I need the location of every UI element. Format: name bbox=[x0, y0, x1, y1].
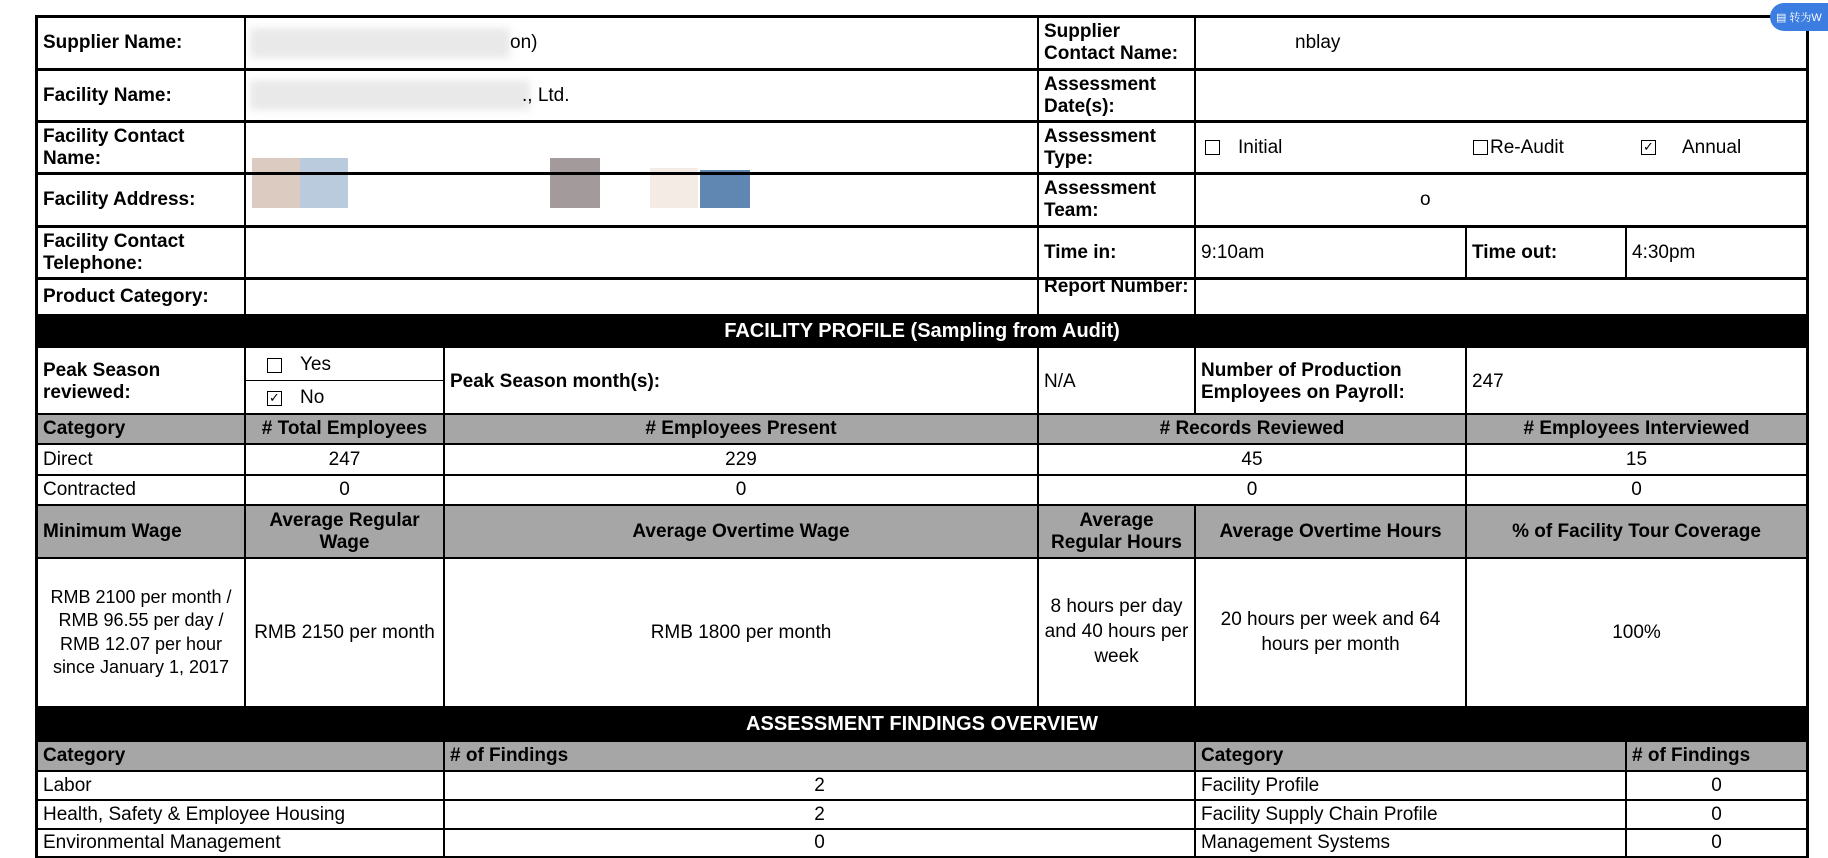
time-in-label: Time in: bbox=[1044, 241, 1117, 263]
findings-row-facility-profile-count: 0 bbox=[1711, 774, 1722, 796]
value-minimum-wage: RMB 2100 per month / RMB 96.55 per day / RMB 12.07 per hour since January 1, 2017 bbox=[50, 586, 232, 677]
facility-profile-title: FACILITY PROFILE (Sampling from Audit) bbox=[36, 314, 1808, 348]
peak-no-option[interactable] bbox=[262, 383, 442, 413]
grid-line bbox=[246, 380, 443, 381]
findings-row-labor: Labor bbox=[43, 774, 92, 796]
findings-header-category-right: Category bbox=[1201, 745, 1284, 767]
findings-row-management-systems: Management Systems bbox=[1201, 832, 1391, 854]
annual-checkbox[interactable]: ✓ bbox=[1641, 140, 1656, 155]
findings-header-category-left: Category bbox=[43, 745, 126, 767]
num-production-value: 247 bbox=[1472, 370, 1504, 392]
annual-label: Annual bbox=[1682, 136, 1742, 158]
header-avg-regular-hours: Average Regular Hours bbox=[1051, 509, 1182, 553]
header-minimum-wage: Minimum Wage bbox=[43, 520, 182, 542]
findings-header-count-left: # of Findings bbox=[450, 745, 569, 767]
findings-row-facility-profile: Facility Profile bbox=[1201, 774, 1320, 796]
row-direct-present: 229 bbox=[725, 448, 757, 470]
supplier-contact-label: Supplier Contact Name: bbox=[1044, 21, 1179, 64]
findings-row-environmental: Environmental Management bbox=[43, 832, 281, 854]
facility-address-label: Facility Address: bbox=[43, 189, 196, 211]
num-production-label: Number of Production Employees on Payroll: bbox=[1201, 359, 1405, 403]
redaction-patch bbox=[550, 158, 600, 208]
row-contracted-records: 0 bbox=[1246, 479, 1258, 501]
row-contracted-category: Contracted bbox=[43, 479, 136, 501]
row-direct-total: 247 bbox=[328, 448, 361, 470]
value-avg-overtime-wage: RMB 1800 per month bbox=[650, 621, 832, 643]
redaction-patch bbox=[700, 170, 750, 208]
findings-row-management-systems-count: 0 bbox=[1711, 832, 1722, 854]
header-employees-interviewed: # Employees Interviewed bbox=[1523, 418, 1750, 440]
value-tour-coverage: 100% bbox=[1612, 621, 1661, 643]
value-avg-regular-wage: RMB 2150 per month bbox=[254, 621, 435, 643]
reaudit-checkbox[interactable] bbox=[1473, 140, 1488, 155]
header-total-employees: # Total Employees bbox=[261, 418, 428, 440]
findings-overview-title: ASSESSMENT FINDINGS OVERVIEW bbox=[36, 706, 1808, 742]
header-employees-present: # Employees Present bbox=[645, 418, 837, 440]
type-reaudit-option[interactable] bbox=[1468, 123, 1648, 172]
initial-checkbox[interactable] bbox=[1205, 140, 1220, 155]
type-annual-option[interactable] bbox=[1636, 123, 1806, 172]
facility-name-value: ., Ltd. bbox=[522, 84, 570, 106]
redaction-patch bbox=[250, 80, 530, 110]
header-tour-coverage: % of Facility Tour Coverage bbox=[1512, 520, 1761, 542]
grid-line bbox=[36, 68, 1808, 71]
redaction-patch bbox=[250, 28, 510, 58]
peak-month-label: Peak Season month(s): bbox=[450, 370, 661, 392]
grid-line bbox=[1806, 15, 1809, 858]
redaction-patch bbox=[300, 158, 348, 208]
value-avg-overtime-hours: 20 hours per week and 64 hours per month bbox=[1220, 608, 1441, 655]
grid-line bbox=[36, 277, 1808, 280]
findings-row-health-safety: Health, Safety & Employee Housing bbox=[43, 803, 346, 825]
findings-row-health-safety-count: 2 bbox=[814, 803, 825, 825]
convert-badge-label: 转为W bbox=[1789, 12, 1822, 24]
grid-line bbox=[36, 15, 1808, 18]
findings-header-count-right: # of Findings bbox=[1632, 745, 1751, 767]
initial-label: Initial bbox=[1238, 136, 1283, 158]
reaudit-label: Re-Audit bbox=[1490, 136, 1564, 158]
convert-badge[interactable] bbox=[1770, 3, 1828, 31]
row-direct-interviewed: 15 bbox=[1625, 448, 1648, 470]
peak-yes-checkbox[interactable] bbox=[267, 358, 282, 373]
assessment-team-label: Assessment Team: bbox=[1044, 178, 1156, 221]
peak-season-label: Peak Season reviewed: bbox=[43, 359, 161, 403]
header-avg-overtime-wage: Average Overtime Wage bbox=[632, 520, 850, 542]
peak-yes-option[interactable] bbox=[262, 350, 442, 380]
peak-no-label: No bbox=[300, 387, 325, 409]
row-direct-category: Direct bbox=[43, 448, 93, 470]
findings-row-environmental-count: 0 bbox=[814, 832, 825, 854]
facility-contact-label: Facility Contact Name: bbox=[43, 125, 185, 169]
header-category: Category bbox=[43, 418, 126, 440]
peak-yes-label: Yes bbox=[300, 354, 331, 376]
type-initial-option[interactable] bbox=[1200, 123, 1400, 172]
row-direct-records: 45 bbox=[1241, 448, 1263, 470]
redaction-patch bbox=[252, 158, 300, 208]
assessment-type-label: Assessment Type: bbox=[1044, 125, 1156, 169]
document-icon: ▤ bbox=[1776, 11, 1787, 24]
facility-name-label: Facility Name: bbox=[43, 84, 172, 106]
grid-line bbox=[36, 172, 1808, 175]
row-contracted-interviewed: 0 bbox=[1631, 479, 1642, 501]
assessment-dates-label: Assessment Date(s): bbox=[1044, 73, 1156, 117]
assessment-team-value: o bbox=[1420, 189, 1431, 211]
time-out-value: 4:30pm bbox=[1632, 241, 1696, 263]
time-in-value: 9:10am bbox=[1201, 241, 1265, 263]
findings-row-labor-count: 2 bbox=[814, 774, 825, 796]
supplier-name-label: Supplier Name: bbox=[43, 32, 183, 54]
peak-month-value: N/A bbox=[1044, 370, 1076, 392]
time-out-label: Time out: bbox=[1472, 241, 1558, 263]
report-number-label: Report Number: bbox=[1044, 276, 1189, 297]
findings-row-supply-chain: Facility Supply Chain Profile bbox=[1201, 803, 1438, 825]
row-contracted-total: 0 bbox=[339, 479, 350, 501]
findings-row-supply-chain-count: 0 bbox=[1711, 803, 1722, 825]
value-avg-regular-hours: 8 hours per day and 40 hours per week bbox=[1044, 596, 1189, 667]
supplier-name-value: on) bbox=[510, 32, 538, 54]
product-category-label: Product Category: bbox=[43, 286, 209, 308]
header-avg-regular-wage: Average Regular Wage bbox=[269, 509, 420, 553]
header-avg-overtime-hours: Average Overtime Hours bbox=[1219, 520, 1442, 542]
peak-no-checkbox[interactable]: ✓ bbox=[267, 391, 282, 406]
header-records-reviewed: # Records Reviewed bbox=[1159, 418, 1345, 440]
facility-telephone-label: Facility Contact Telephone: bbox=[43, 230, 185, 274]
row-contracted-present: 0 bbox=[735, 479, 747, 501]
grid-line bbox=[244, 15, 246, 314]
supplier-contact-value: nblay bbox=[1295, 32, 1341, 54]
